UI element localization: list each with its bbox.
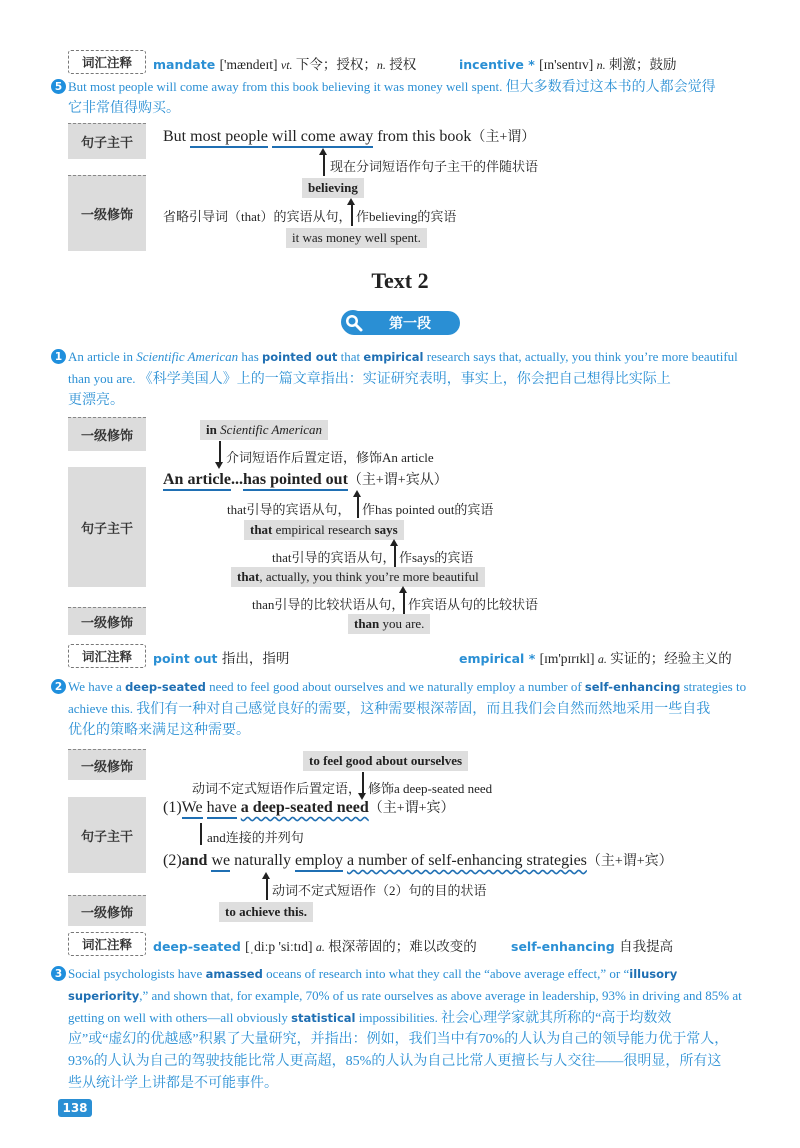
- vocab-label: 词汇注释: [68, 644, 146, 668]
- annotation: 动词不定式短语作（2）句的目的状语: [272, 883, 487, 898]
- main-clause-5: But most people will come away from this book（主+谓）: [163, 126, 535, 146]
- vocab-entry-point-out: point out 指出，指明: [153, 651, 290, 666]
- annotation: 作says的宾语: [399, 550, 474, 565]
- label-first-modifier: 一级修饰: [68, 607, 146, 635]
- connector-line: [200, 823, 202, 845]
- annotation: that引导的宾语从句，: [272, 550, 396, 565]
- modifier-box: in Scientific American: [200, 420, 328, 440]
- sentence-3-english: Social psychologists have amassed oceans of research into what they call the “above average effect,” or “illusory superiority,” and shown that, for example, 70% of us rate ourselves as above average in leadership, 93% in driving and 85% at getting on well with others—all obviously statistical impossibilities. 社会心理学家就其所称的“高于均数效: [68, 966, 742, 1026]
- vocab-entry-deep-seated: deep-seated [ˌdiːp 'siːtɪd] a. 根深蒂固的；难以改变的: [153, 939, 477, 954]
- paragraph-badge: 第一段: [342, 311, 460, 335]
- main-clause-2b: (2)and we naturally employ a number of self-enhancing strategies（主+谓+宾）: [163, 850, 673, 870]
- magnifier-icon: [341, 310, 365, 334]
- annotation: 作has pointed out的宾语: [362, 502, 494, 517]
- label-first-modifier: 一级修饰: [68, 749, 146, 780]
- page-number: 138: [58, 1099, 92, 1117]
- sentence-2-chinese: 优化的策略来满足这种需要。: [68, 723, 250, 738]
- sentence-number-2: 2: [51, 679, 66, 694]
- arrow-down: [362, 772, 364, 794]
- arrow-up: [323, 154, 325, 176]
- vocab-entry-empirical: empirical * [ɪm'pɪrɪkl] a. 实证的；经验主义的: [459, 651, 732, 666]
- sentence-3-chinese-line4: 些从统计学上讲都是不可能事件。: [68, 1076, 278, 1091]
- label-main-clause: 句子主干: [68, 123, 146, 159]
- modifier-box: to achieve this.: [219, 902, 313, 922]
- label-first-modifier: 一级修饰: [68, 417, 146, 451]
- modifier-box: believing: [302, 178, 364, 198]
- arrow-down: [219, 441, 221, 463]
- annotation: 省略引导词（that）的宾语从句，: [163, 209, 352, 224]
- sentence-1-english: An article in Scientific American has pointed out that empirical research says that, actually, you think you’re more beautiful than you are. 《科学美国人》上的一篇文章指出：实证研究表明，事实上，你会把自己想得比实际上: [68, 349, 738, 387]
- main-clause-1: An article...has pointed out（主+谓+宾从）: [163, 469, 448, 489]
- arrow-up: [357, 496, 359, 518]
- annotation: and连接的并列句: [207, 830, 304, 845]
- sentence-2-english: We have a deep-seated need to feel good about ourselves and we naturally employ a number of self-enhancing strategies to achieve this. 我们有一种对自己感觉良好的需要，这种需要根深蒂固，而且我们会自然而然地采用一些自我: [68, 679, 747, 717]
- text-title: Text 2: [371, 268, 429, 293]
- vocab-entry-incentive: incentive * [ɪn'sentɪv] n. 刺激；鼓励: [459, 57, 677, 72]
- annotation: 修饰a deep-seated need: [368, 781, 493, 796]
- modifier-box: that empirical research says: [244, 520, 404, 540]
- annotation: 作宾语从句的比较状语: [408, 597, 539, 612]
- sentence-number-5: 5: [51, 79, 66, 94]
- vocab-entry-self-enhancing: self-enhancing 自我提高: [511, 939, 674, 954]
- annotation: than引导的比较状语从句，: [252, 597, 405, 612]
- sentence-3-chinese-line2: 应”或“虚幻的优越感”积累了大量研究，并指出：例如，我们当中有70%的人认为自己的领导能力优于常人，: [68, 1032, 729, 1047]
- vocab-entry-mandate: mandate ['mændeɪt] vt. 下令；授权；n. 授权: [153, 57, 417, 72]
- sentence-5-chinese: 它非常值得购买。: [68, 101, 180, 116]
- label-first-modifier: 一级修饰: [68, 895, 146, 926]
- annotation: that引导的宾语从句，: [227, 502, 351, 517]
- annotation: 作believing的宾语: [356, 209, 457, 224]
- modifier-box: it was money well spent.: [286, 228, 427, 248]
- modifier-box: to feel good about ourselves: [303, 751, 468, 771]
- arrow-up: [266, 878, 268, 900]
- sentence-1-chinese: 更漂亮。: [68, 393, 124, 408]
- vocab-label: 词汇注释: [68, 50, 146, 74]
- label-first-modifier: 一级修饰: [68, 175, 146, 251]
- label-main-clause: 句子主干: [68, 797, 146, 873]
- annotation: 介词短语作后置定语，修饰An article: [226, 450, 434, 465]
- sentence-5-english: But most people will come away from this book believing it was money well spent. 但大多数看过这本书的人都会觉得: [68, 79, 716, 95]
- modifier-box: that, actually, you think you’re more beautiful: [231, 567, 485, 587]
- sentence-number-3: 3: [51, 966, 66, 981]
- annotation: 动词不定式短语作后置定语，: [192, 781, 362, 796]
- label-main-clause: 句子主干: [68, 467, 146, 587]
- main-clause-2a: (1)We have a deep-seated need（主+谓+宾）: [163, 797, 455, 817]
- sentence-number-1: 1: [51, 349, 66, 364]
- vocab-label: 词汇注释: [68, 932, 146, 956]
- modifier-box: than you are.: [348, 614, 430, 634]
- sentence-3-chinese-line3: 93%的人认为自己的驾驶技能比常人更高超，85%的人认为自己比常人更擅长与人交往——很明显，所有这: [68, 1054, 722, 1069]
- annotation: 现在分词短语作句子主干的伴随状语: [330, 159, 539, 174]
